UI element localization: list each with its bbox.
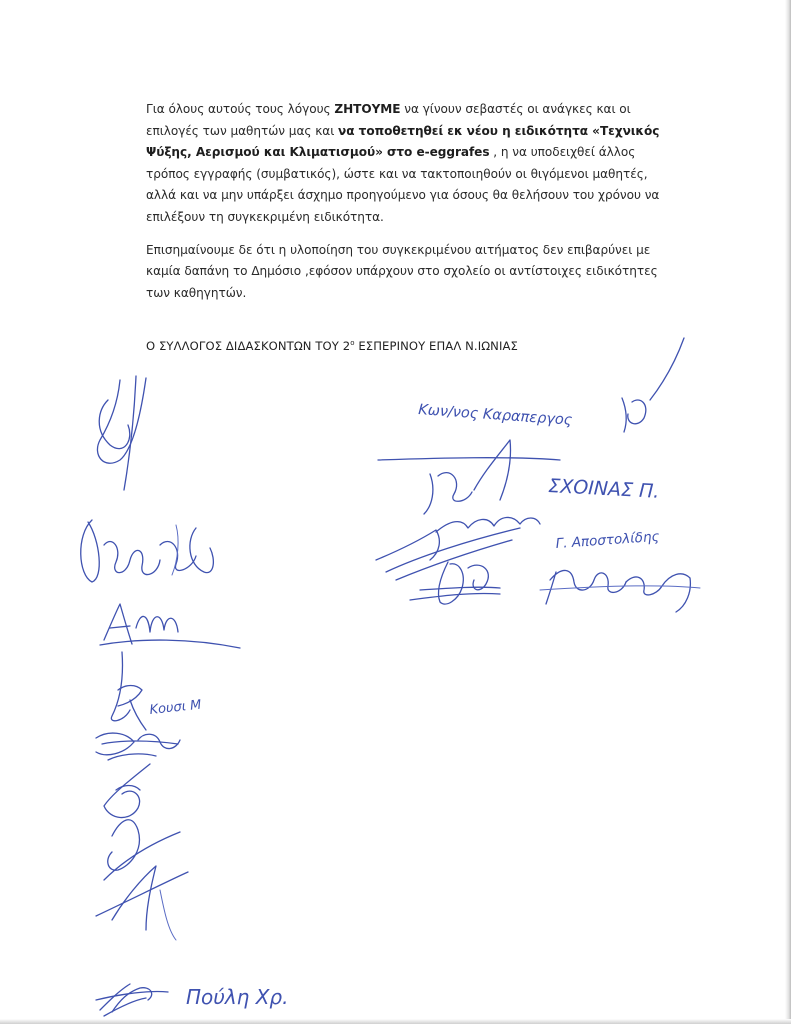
signature-right-2 — [378, 440, 560, 514]
signatures-heading-post: ΕΣΠΕΡΙΝΟΥ ΕΠΑΛ Ν.ΙΩΝΙΑΣ — [354, 339, 518, 353]
handwritten-name-pouli: Πούλη Χρ. — [186, 985, 289, 1009]
signature-right-4 — [410, 562, 500, 604]
paragraph-request-text-2: να γίνουν σεβαστές οι ανάγκες και οι επιλογές των μαθητών μας και — [146, 102, 631, 138]
signature-left-8 — [96, 984, 168, 1016]
handwritten-name-schoinas: ΣΧΟΙΝΑΣ Π. — [547, 475, 660, 503]
signature-left-7 — [96, 820, 188, 940]
signature-left-4 — [111, 652, 146, 730]
handwritten-name-kousi: Κουσι Μ — [148, 697, 203, 718]
signature-left-5 — [96, 733, 180, 760]
signature-left-1 — [97, 376, 146, 490]
signatures-heading-pre: Ο ΣΥΛΛΟΓΟΣ ΔΙΔΑΣΚΟΝΤΩΝ ΤΟΥ 2 — [146, 339, 351, 353]
paragraph-request-text-1: Για όλους αυτούς τους λόγους — [146, 102, 335, 116]
paragraph-request-text-3: , η να υποδειχθεί άλλος τρόπος εγγραφής (συμβατικός), ώστε και να τακτοποιηθούν οι θιγόμενοι μαθητές, αλλά και να μην υπάρξει άσχημο προηγούμενο για όσους θα θελήσουν του χρόνου να επιλέξουν τη συγκεκριμένη ειδικότητα. — [146, 145, 660, 224]
handwritten-name-karapergos: Κων/νος Καραπεργος — [417, 402, 573, 429]
paragraph-cost-note: Επισημαίνουμε δε ότι η υλοποίηση του συγκεκριμένου αιτήματος δεν επιβαρύνει με καμία δαπάνη το Δημόσιο ,εφόσον υπάρχουν στο σχολείο οι αντίστοιχες ειδικότητες των καθηγητών. — [146, 242, 658, 300]
paragraph-request-bold-specialty: να τοποθετηθεί εκ νέου η ειδικότητα «Τεχνικός Ψύξης, Αερισμού και Κλιματισμού» στο e-eggrafes — [146, 123, 660, 160]
signature-left-2 — [81, 520, 214, 582]
signature-right-5 — [540, 570, 700, 612]
signature-left-3 — [100, 604, 240, 648]
handwritten-name-apostolidis: Γ. Αποστολίδης — [555, 528, 660, 552]
signatures-heading-sup: ο — [350, 339, 355, 348]
signature-right-1 — [622, 338, 684, 432]
scan-edge-right — [785, 0, 791, 1024]
signature-left-6 — [104, 764, 150, 818]
scan-edge-bottom — [0, 1019, 791, 1024]
signature-right-3 — [376, 517, 540, 580]
paragraph-request-bold-demand: ΖΗΤΟΥΜΕ — [334, 102, 401, 116]
